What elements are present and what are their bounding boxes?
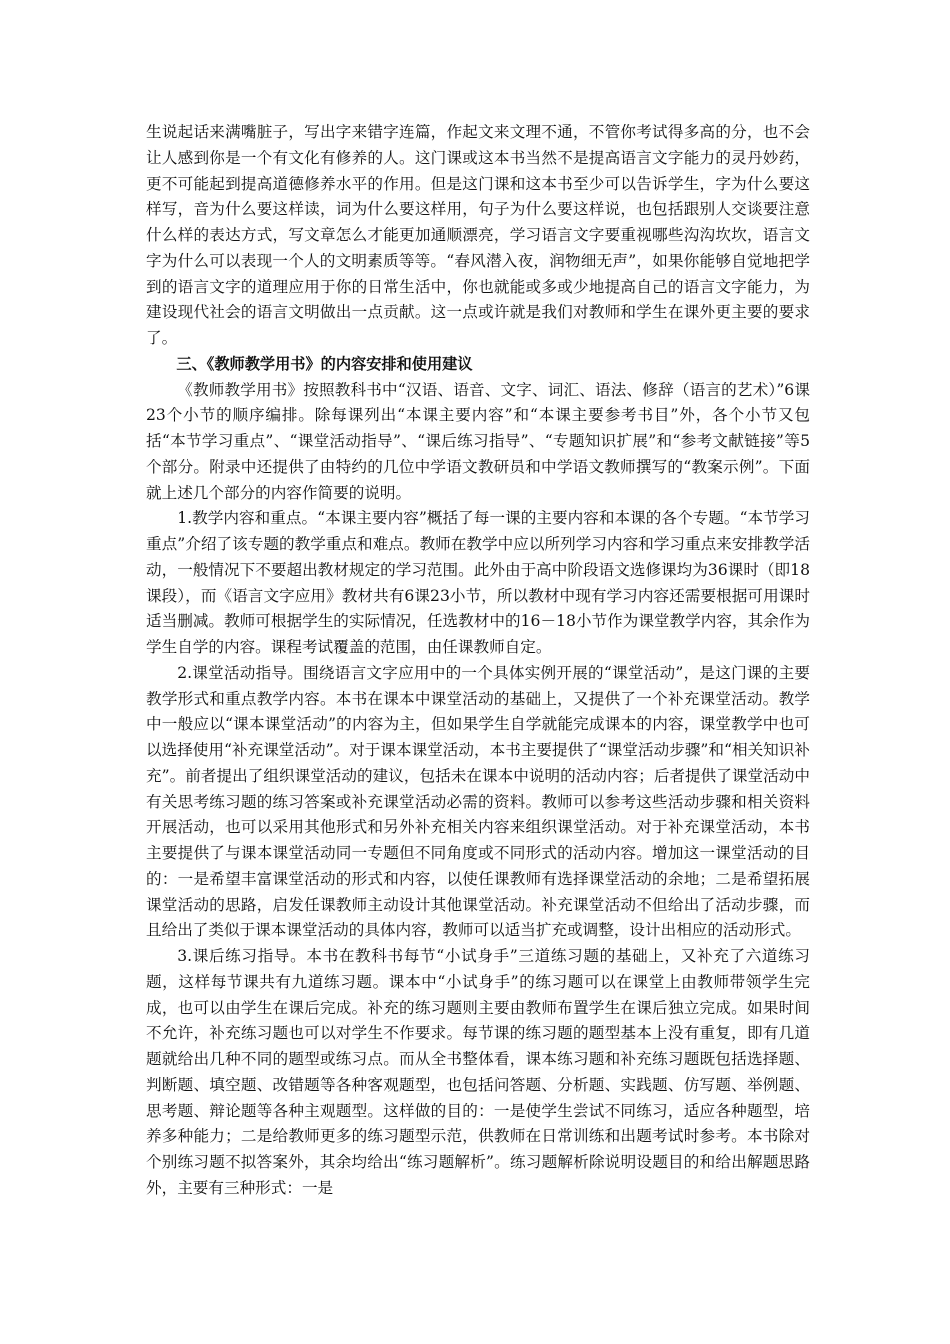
paragraph-teaching-content: 1.教学内容和重点。“本课主要内容”概括了每一课的主要内容和本课的各个专题。“本节学习重点”介绍了该专题的教学重点和难点。教师在教学中应以所列学习内容和学习重点来安排教学活动，一般情况下不要超出教材规定的学习范围。此外由于高中阶段语文选修课均为36课时（即18课段），而《语言文字应用》教材共有6课23小节，所以教材中现有学习内容还需要根据可用课时适当删减。教师可根据学生的实际情况，任选教材中的16－18小节作为课堂教学内容，其余作为学生自学的内容。课程考试覆盖的范围，由任课教师自定。 bbox=[146, 509, 810, 656]
section-heading: 三、《教师教学用书》的内容安排和使用建议 bbox=[176, 354, 473, 373]
document-page bbox=[146, 120, 810, 1202]
paragraph-textbook-structure: 《教师教学用书》按照教科书中“汉语、语音、文字、词汇、语法、修辞（语言的艺术）”6课23个小节的顺序编排。除每课列出“本课主要内容”和“本课主要参考书目”外，各个小节又包括“本节学习重点”、“课堂活动指导”、“课后练习指导”、“专题知识扩展”和“参考文献链接”等5个部分。附录中还提供了由特约的几位中学语文教研员和中学语文教师撰写的“教案示例”。下面就上述几个部分的内容作简要的说明。 bbox=[146, 380, 810, 502]
paragraph-classroom-activity: 2.课堂活动指导。围绕语言文字应用中的一个具体实例开展的“课堂活动”，是这门课的主要教学形式和重点教学内容。本书在课本中课堂活动的基础上，又提供了一个补充课堂活动。教学中一般应以“课本课堂活动”的内容为主，但如果学生自学就能完成课本的内容，课堂教学中也可以选择使用“补充课堂活动”。对于课本课堂活动，本书主要提供了“课堂活动步骤”和“相关知识补充”。前者提出了组织课堂活动的建议，包括未在课本中说明的活动内容；后者提供了课堂活动中有关思考练习题的练习答案或补充课堂活动必需的资料。教师可以参考这些活动步骤和相关资料开展活动，也可以采用其他形式和另外补充相关内容来组织课堂活动。对于补充课堂活动，本书主要提供了与课本课堂活动同一专题但不同角度或不同形式的活动内容。增加这一课堂活动的目的：一是希望丰富课堂活动的形式和内容，以使任课教师有选择课堂活动的余地；二是希望拓展课堂活动的思路，启发任课教师主动设计其他课堂活动。补充课堂活动不但给出了活动步骤，而且给出了类似于课本课堂活动的具体内容，教师可以适当扩充或调整，设计出相应的活动形式。 bbox=[146, 663, 810, 940]
paragraph-continuation: 生说起话来满嘴脏子，写出字来错字连篇，作起文来文理不通，不管你考试得多高的分，也不会让人感到你是一个有文化有修养的人。这门课或这本书当然不是提高语言文字能力的灵丹妙药，更不可能起到提高道德修养水平的作用。但是这门课和这本书至少可以告诉学生，字为什么要这样写，音为什么要这样读，词为什么要这样用，句子为什么要这样说，也包括跟别人交谈要注意什么样的表达方式，写文章怎么才能更加通顺漂亮，学习语言文字要重视哪些沟沟坎坎，语言文字为什么可以表现一个人的文明素质等等。“春风潜入夜，润物细无声”，如果你能够自觉地把学到的语言文字的道理应用于你的日常生活中，你也就能或多或少地提高自己的语言文字能力，为建设现代社会的语言文明做出一点贡献。这一点或许就是我们对教师和学生在课外更主要的要求了。 bbox=[146, 123, 810, 347]
paragraph-exercise-guidance: 3.课后练习指导。本书在教科书每节“小试身手”三道练习题的基础上，又补充了六道练习题，这样每节课共有九道练习题。课本中“小试身手”的练习题可以在课堂上由教师带领学生完成，也可以由学生在课后完成。补充的练习题则主要由教师布置学生在课后独立完成。如果时间不允许，补充练习题也可以对学生不作要求。每节课的练习题的题型基本上没有重复，即有几道题就给出几种不同的题型或练习点。而从全书整体看，课本练习题和补充练习题既包括选择题、判断题、填空题、改错题等各种客观题型，也包括问答题、分析题、实践题、仿写题、举例题、思考题、辩论题等各种主观题型。这样做的目的：一是使学生尝试不同练习，适应各种题型，培养多种能力；二是给教师更多的练习题型示范，供教师在日常训练和出题考试时参考。本书除对个别练习题不拟答案外，其余均给出“练习题解析”。练习题解析除说明设题目的和给出解题思路外，主要有三种形式：一是 bbox=[146, 947, 810, 1197]
